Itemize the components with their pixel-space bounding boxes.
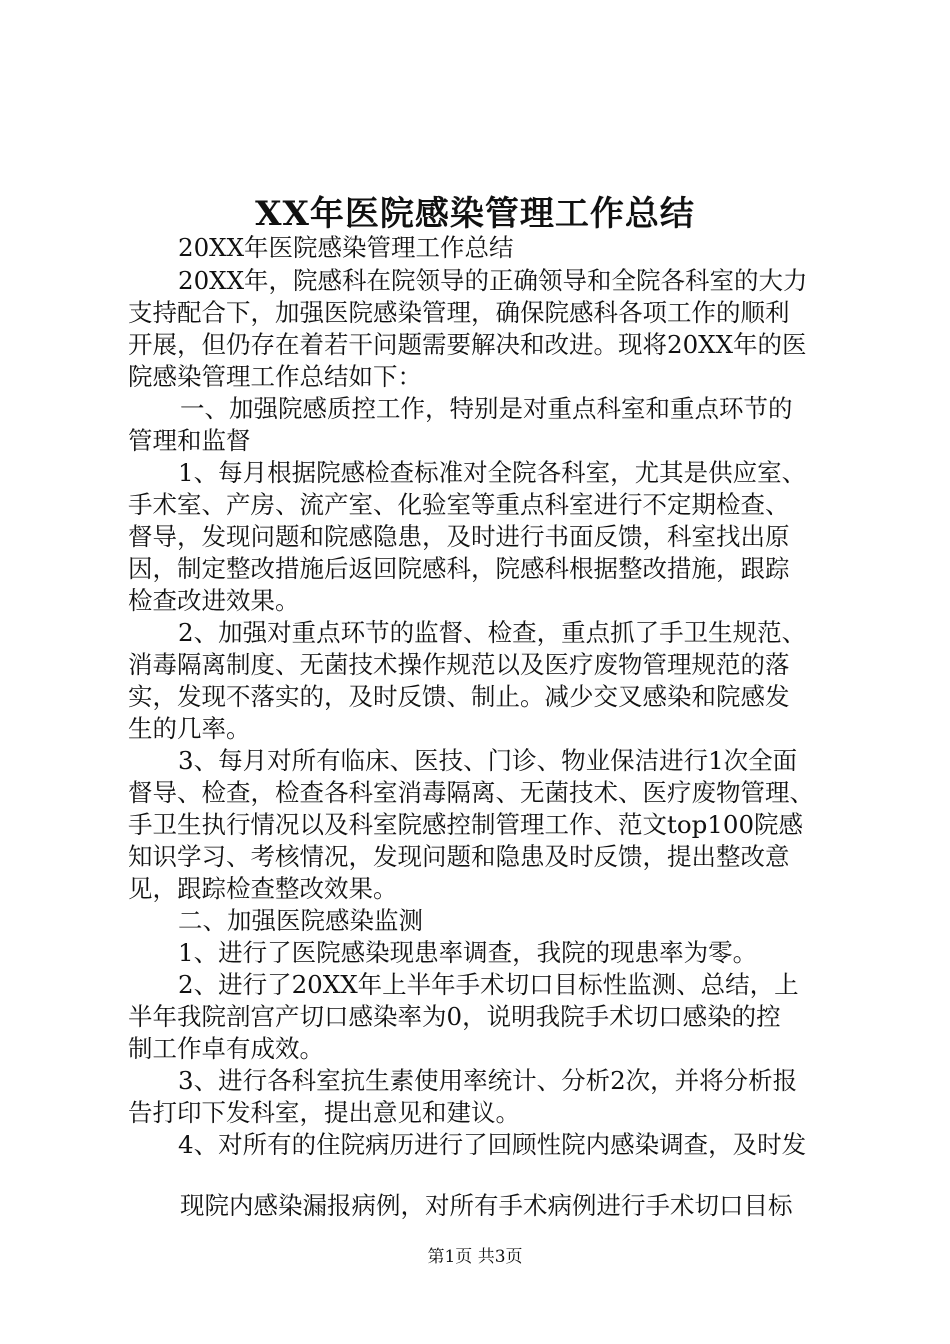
text-line: 3、每月对所有临床、医技、门诊、物业保洁进行1次全面	[178, 746, 798, 775]
text-line: 告打印下发科室，提出意见和建议。	[128, 1098, 520, 1127]
text-line: 见，跟踪检查整改效果。	[128, 874, 398, 903]
text-line: 督导、检查，检查各科室消毒隔离、无菌技术、医疗废物管理、	[128, 778, 814, 807]
text-line: 院感染管理工作总结如下：	[128, 362, 422, 391]
text-line: 督导，发现问题和院感隐患，及时进行书面反馈，科室找出原	[128, 522, 790, 551]
text-line: 2、加强对重点环节的监督、检查，重点抓了手卫生规范、	[178, 618, 807, 647]
text-line: 手术室、产房、流产室、化验室等重点科室进行不定期检查、	[128, 490, 790, 519]
page-footer: 第1页 共3页	[427, 1247, 523, 1267]
text-line: 实，发现不落实的，及时反馈、制止。减少交叉感染和院感发	[128, 682, 790, 711]
text-line: 生的几率。	[128, 714, 251, 743]
text-line: 1、每月根据院感检查标准对全院各科室，尤其是供应室、	[178, 458, 807, 487]
document-title: XX年医院感染管理工作总结	[255, 194, 695, 234]
text-line: 知识学习、考核情况，发现问题和隐患及时反馈，提出整改意	[128, 842, 790, 871]
text-line: 4、对所有的住院病历进行了回顾性院内感染调查，及时发	[178, 1130, 807, 1159]
text-line: 半年我院剖宫产切口感染率为0，说明我院手术切口感染的控	[128, 1002, 781, 1031]
text-line: 检查改进效果。	[128, 586, 300, 615]
text-line: 制工作卓有成效。	[128, 1034, 324, 1063]
text-line: 20XX年，院感科在院领导的正确领导和全院各科室的大力	[178, 266, 808, 295]
text-line: 1、进行了医院感染现患率调查，我院的现患率为零。	[178, 938, 758, 967]
text-line: 支持配合下，加强医院感染管理，确保院感科各项工作的顺利	[128, 298, 790, 327]
text-line: 消毒隔离制度、无菌技术操作规范以及医疗废物管理规范的落	[128, 650, 790, 679]
text-line: 20XX年医院感染管理工作总结	[178, 233, 514, 262]
text-line: 现院内感染漏报病例，对所有手术病例进行手术切口目标	[180, 1191, 793, 1220]
text-line: 二、加强医院感染监测	[178, 906, 423, 935]
text-line: 2、进行了20XX年上半年手术切口目标性监测、总结，上	[178, 970, 799, 999]
text-line: 因，制定整改措施后返回院感科，院感科根据整改措施，跟踪	[128, 554, 790, 583]
text-line: 管理和监督	[128, 426, 251, 455]
text-line: 3、进行各科室抗生素使用率统计、分析2次，并将分析报	[178, 1066, 798, 1095]
text-line: 开展，但仍存在着若干问题需要解决和改进。现将20XX年的医	[128, 330, 807, 359]
text-line: 一、加强院感质控工作，特别是对重点科室和重点环节的	[180, 394, 793, 423]
text-line: 手卫生执行情况以及科室院感控制管理工作、范文top100院感	[128, 810, 804, 839]
